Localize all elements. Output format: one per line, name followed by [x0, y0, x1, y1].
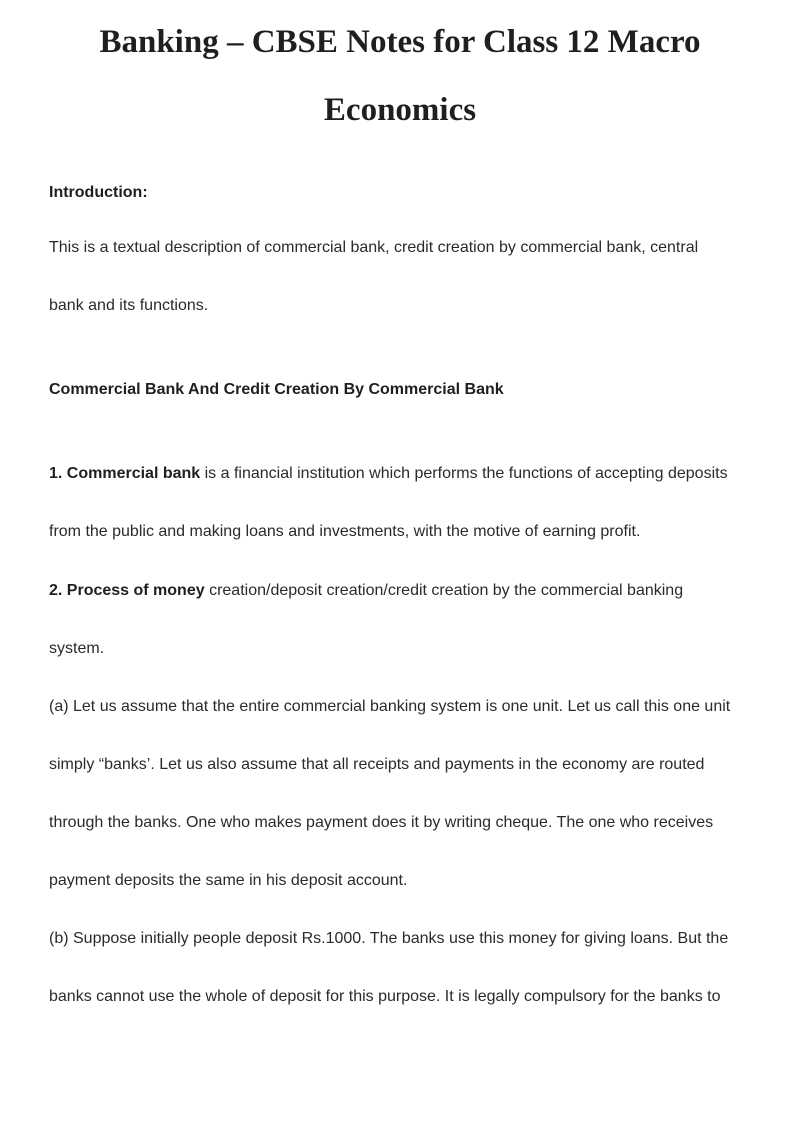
paragraph-a-line-3: through the banks. One who makes payment does it by writing cheque. The one who receives: [49, 814, 714, 831]
intro-text-line-1: This is a textual description of commercial bank, credit creation by commercial bank, central: [49, 239, 699, 256]
paragraph-a-line-1: (a) Let us assume that the entire commercial banking system is one unit. Let us call this one unit: [49, 698, 731, 715]
page-title-line-2: Economics: [323, 92, 477, 128]
paragraph-a-line-4: payment deposits the same in his deposit account.: [49, 872, 408, 889]
paragraph-1-line-1: [49, 464, 769, 484]
paragraph-b-line-1: (b) Suppose initially people deposit Rs.1000. The banks use this money for giving loans. But the: [49, 930, 729, 947]
paragraph-2-line-1-text: creation/deposit creation/credit creation by the commercial banking: [204, 582, 684, 599]
intro-heading: Introduction:: [49, 184, 148, 201]
paragraph-1-line-2: from the public and making loans and investments, with the motive of earning profit.: [49, 523, 641, 540]
page-title-line-1: Banking – CBSE Notes for Class 12 Macro: [99, 24, 701, 60]
paragraph-2-line-2: system.: [49, 640, 105, 657]
paragraph-a-line-2: simply “banks’. Let us also assume that all receipts and payments in the economy are routed: [49, 756, 705, 773]
section-heading: Commercial Bank And Credit Creation By Commercial Bank: [49, 381, 504, 398]
paragraph-2-line-1: [49, 581, 769, 601]
commercial-bank-term: 1. Commercial bank: [49, 465, 201, 482]
intro-text-line-2: bank and its functions.: [49, 297, 209, 314]
process-of-money-term: 2. Process of money: [49, 582, 205, 599]
paragraph-b-line-2: banks cannot use the whole of deposit for this purpose. It is legally compulsory for the banks to: [49, 988, 721, 1005]
paragraph-1-line-1-text: is a financial institution which performs the functions of accepting deposits: [200, 465, 728, 482]
